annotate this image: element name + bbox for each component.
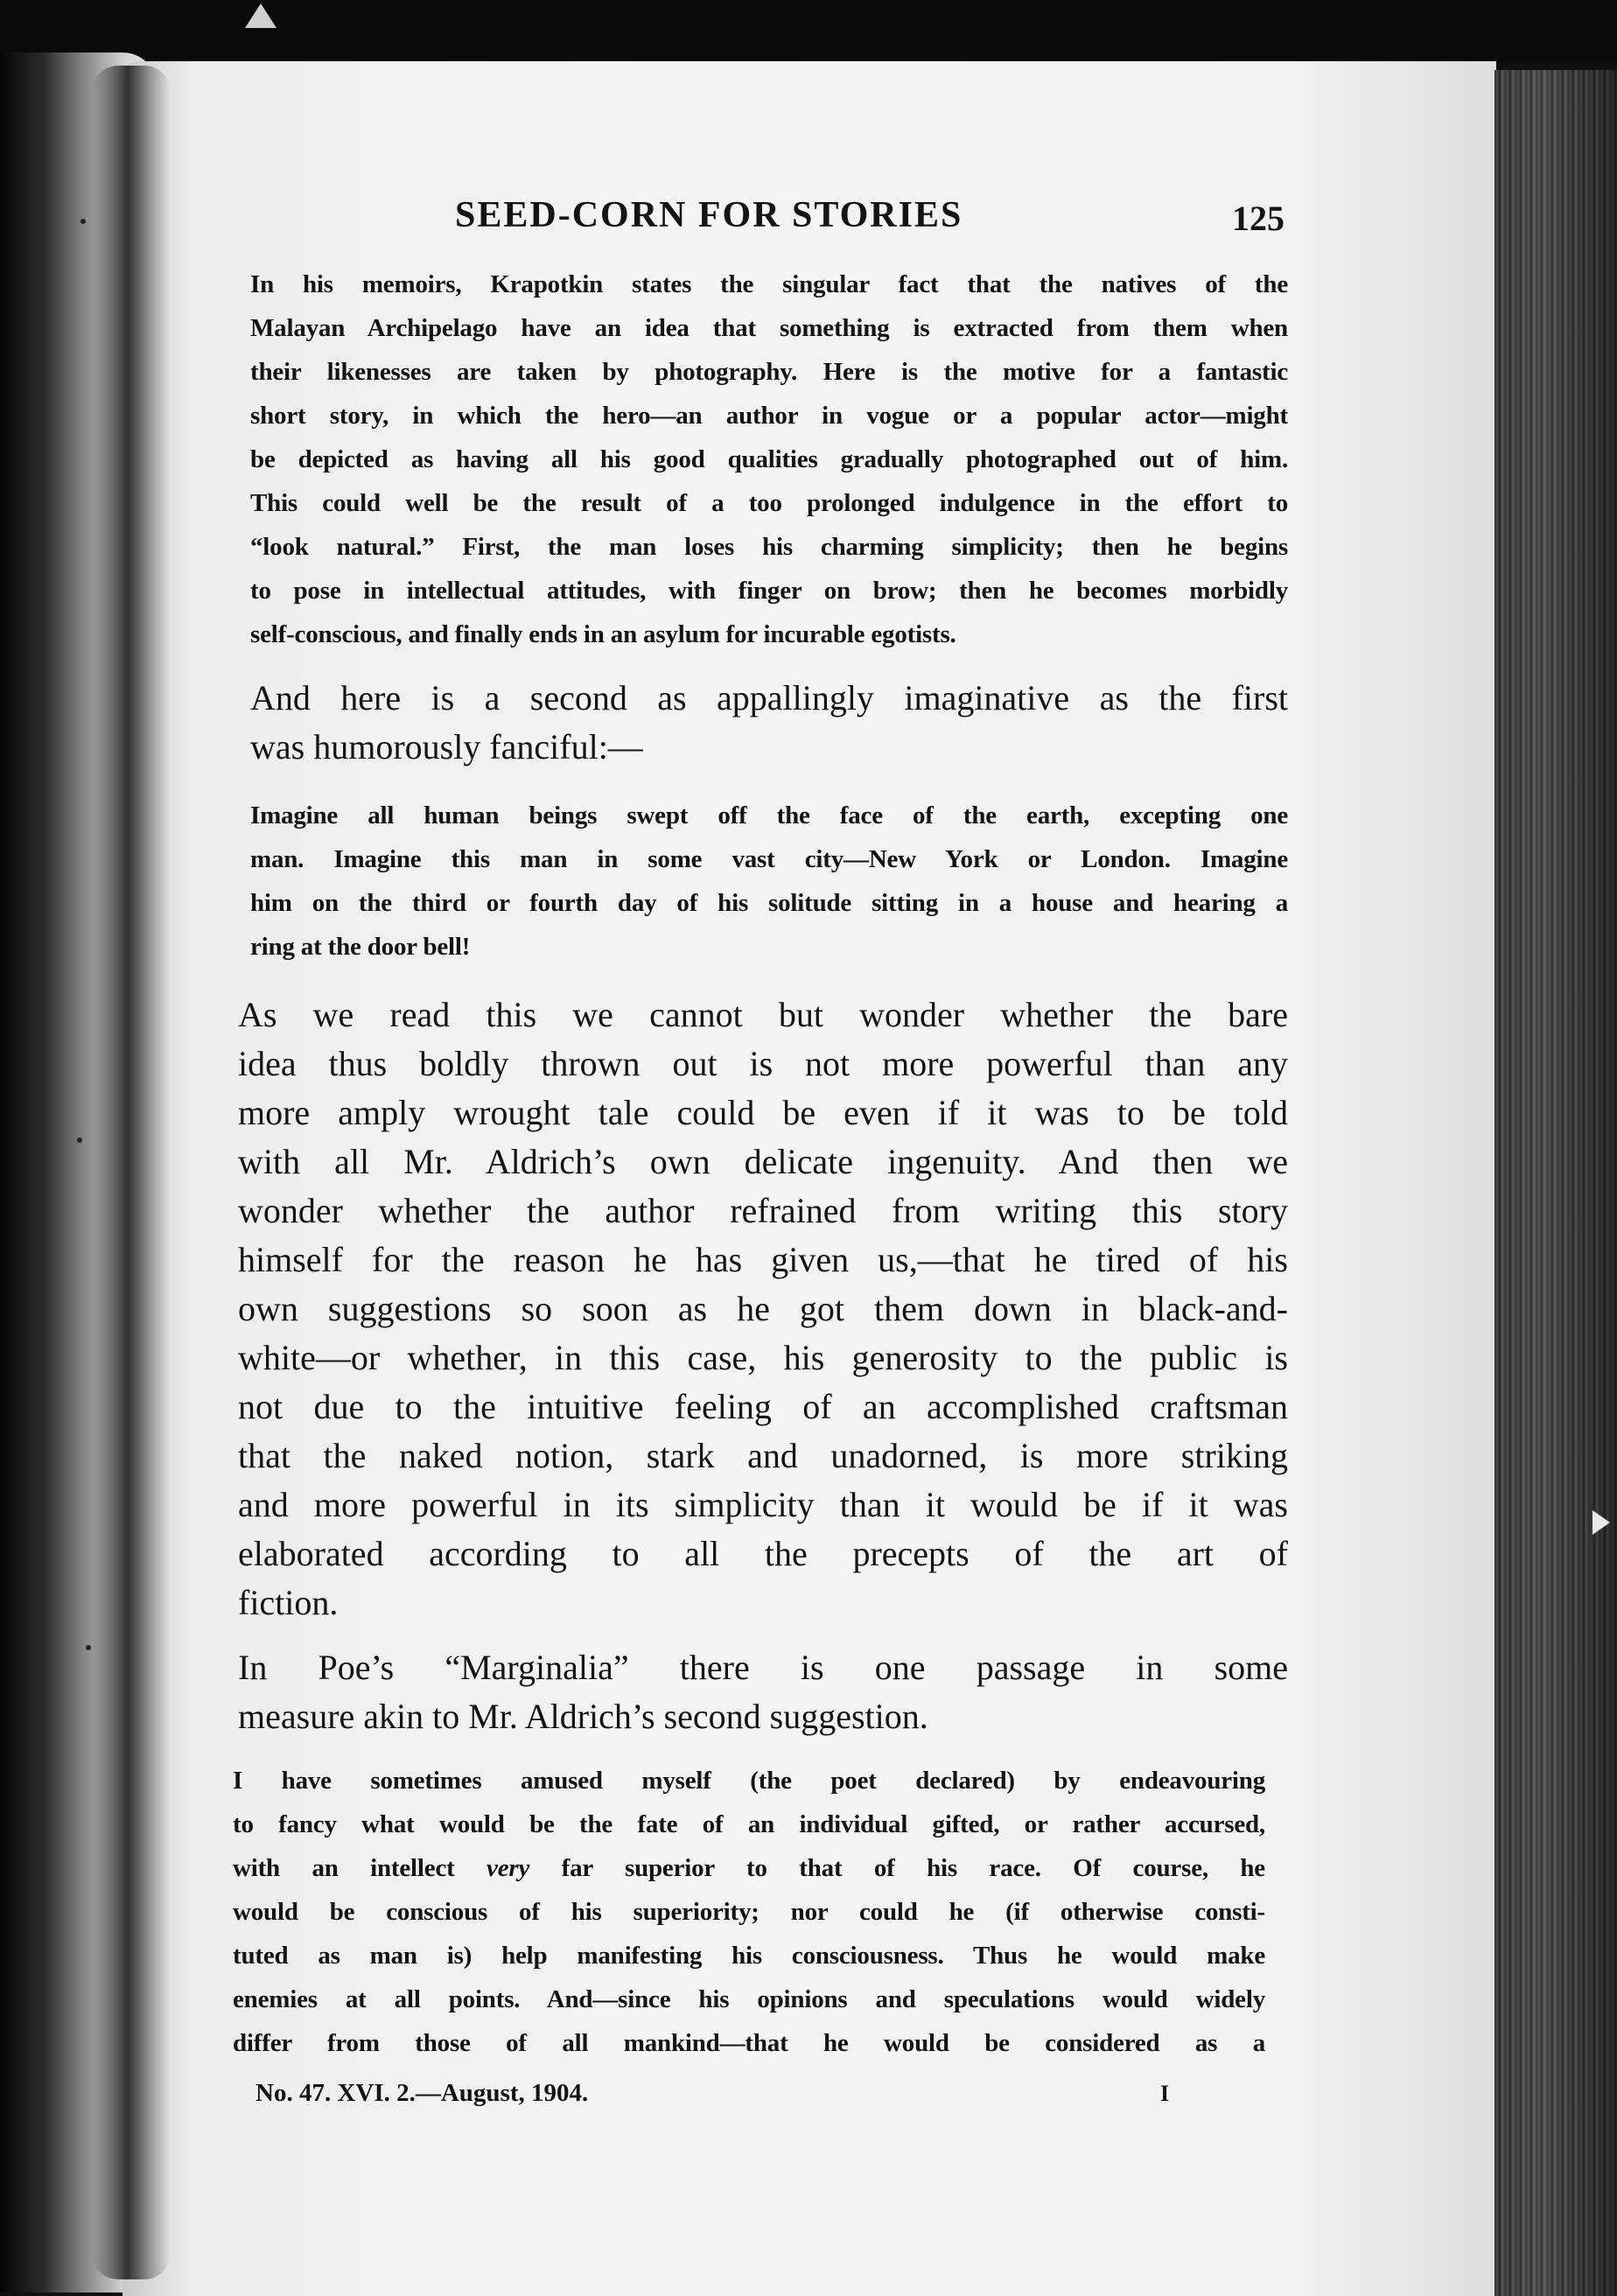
- text-line: [233, 1846, 1265, 1890]
- text-line: I have sometimes amused myself (the poet declared) by endeavouring: [233, 1767, 1265, 1795]
- text-line: In Poe’s “Marginalia” there is one passage in some: [238, 1648, 1288, 1687]
- text-line: more amply wrought tale could be even if it was to be told: [238, 1093, 1288, 1132]
- text-line: In his memoirs, Krapotkin states the singular fact that the natives of the: [250, 270, 1288, 298]
- text-line: him on the third or fourth day of his solitude sitting in a house and hearing a: [250, 889, 1288, 917]
- text-line: tuted as man is) help manifesting his consciousness. Thus he would make: [233, 1942, 1265, 1970]
- text-line: that the naked notion, stark and unadorned, is more striking: [238, 1436, 1288, 1475]
- text-line: As we read this we cannot but wonder whether the bare: [238, 995, 1288, 1034]
- text-line: to pose in intellectual attitudes, with finger on brow; then he becomes morbidly: [250, 577, 1288, 605]
- paragraph-commentary: [238, 990, 1288, 1628]
- text-line: differ from those of all mankind—that he would be considered as a: [233, 2029, 1265, 2057]
- text-line: himself for the reason he has given us,—that he tired of his: [238, 1240, 1288, 1279]
- quote-last-man: [250, 794, 1288, 969]
- text-line: their likenesses are taken by photography. Here is the motive for a fantastic: [250, 358, 1288, 386]
- text-line: man. Imagine this man in some vast city—New York or London. Imagine: [250, 845, 1288, 873]
- text-line: wonder whether the author refrained from writing this story: [238, 1191, 1288, 1230]
- emphasis-very: very: [486, 1854, 530, 1882]
- issue-footer: No. 47. XVI. 2.—August, 1904.: [256, 2079, 589, 2107]
- text-run: far superior to that of his race. Of course, he: [561, 1854, 1265, 1882]
- text-line: with all Mr. Aldrich’s own delicate ingenuity. And then we: [238, 1142, 1288, 1181]
- text-line: not due to the intuitive feeling of an accomplished craftsman: [238, 1387, 1288, 1426]
- text-line: to fancy what would be the fate of an individual gifted, or rather accursed,: [233, 1810, 1265, 1838]
- text-run: with an intellect: [233, 1854, 455, 1882]
- text-line: elaborated according to all the precepts of the art of: [238, 1534, 1288, 1573]
- text-line: And here is a second as appallingly imaginative as the first: [250, 678, 1288, 718]
- quote-poe: [233, 1759, 1265, 2065]
- text-line: own suggestions so soon as he got them down in black-and-: [238, 1289, 1288, 1328]
- running-title: SEED-CORN FOR STORIES: [455, 195, 963, 235]
- paragraph-second-motive: [250, 674, 1288, 772]
- text-line: ring at the door bell!: [250, 933, 471, 961]
- text-line: and more powerful in its simplicity than it would be if it was: [238, 1485, 1288, 1524]
- text-line: This could well be the result of a too prolonged indulgence in the effort to: [250, 489, 1288, 517]
- text-line: enemies at all points. And—since his opinions and speculations would widely: [233, 1985, 1265, 2013]
- text-line: idea thus boldly thrown out is not more powerful than any: [238, 1044, 1288, 1083]
- text-line: Imagine all human beings swept off the face of the earth, excepting one: [250, 802, 1288, 830]
- text-line: be depicted as having all his good qualities gradually photographed out of him.: [250, 445, 1288, 473]
- text-line: fiction.: [238, 1583, 339, 1622]
- text-line: short story, in which the hero—an author in vogue or a popular actor—might: [250, 402, 1288, 430]
- signature-mark: I: [1160, 2081, 1170, 2106]
- text-line: white—or whether, in this case, his generosity to the public is: [238, 1338, 1288, 1377]
- paragraph-poe-marginalia: [238, 1643, 1288, 1741]
- text-line: was humorously fanciful:—: [250, 727, 643, 766]
- text-line: Malayan Archipelago have an idea that something is extracted from them when: [250, 314, 1288, 342]
- text-line: self-conscious, and finally ends in an asylum for incurable egotists.: [250, 620, 956, 648]
- quote-krapotkin: [250, 262, 1288, 656]
- text-line: would be conscious of his superiority; nor could he (if otherwise consti-: [233, 1898, 1265, 1926]
- text-line: “look natural.” First, the man loses his charming simplicity; then he begins: [250, 533, 1288, 561]
- text-line: measure akin to Mr. Aldrich’s second suggestion.: [238, 1697, 928, 1736]
- page-number: 125: [1232, 199, 1284, 238]
